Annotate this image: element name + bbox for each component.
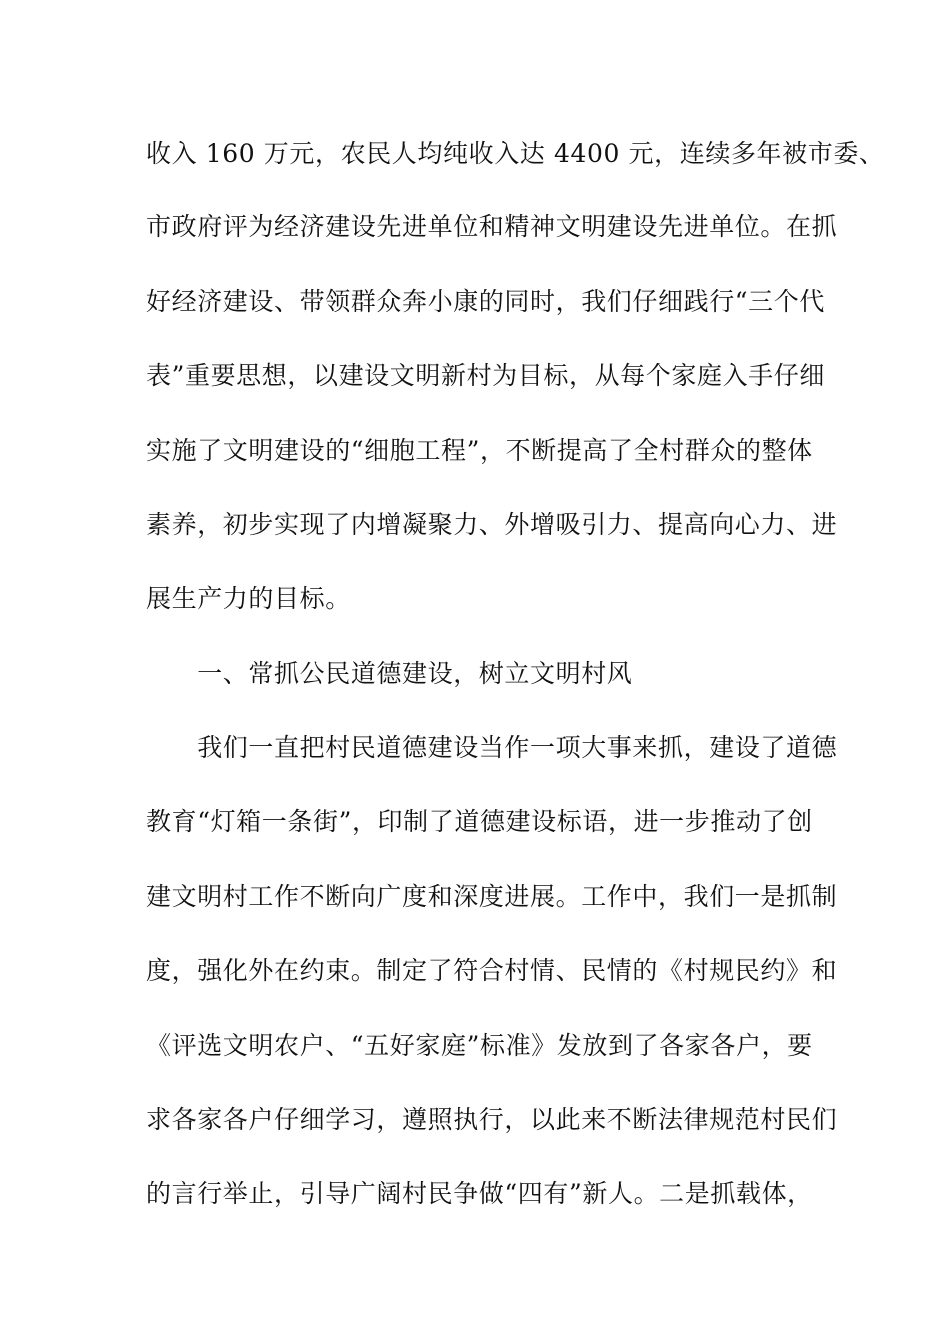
- text-line-14: 求各家各户仔细学习，遵照执行，以此来不断法律规范村民们: [146, 1105, 838, 1134]
- text-line-11: 建文明村工作不断向广度和深度进展。工作中，我们一是抓制: [146, 882, 838, 911]
- text-line-15: 的言行举止，引导广阔村民争做“四有”新人。二是抓载体，: [146, 1179, 813, 1208]
- text-line-13: 《评选文明农户、“五好家庭”标准》发放到了各家各户，要: [146, 1031, 813, 1060]
- text-line-4: 表”重要思想，以建设文明新村为目标，从每个家庭入手仔细: [146, 361, 825, 390]
- text-line-5: 实施了文明建设的“细胞工程”，不断提高了全村群众的整体: [146, 436, 813, 465]
- text-line-3: 好经济建设、带领群众奔小康的同时，我们仔细践行“三个代: [146, 287, 825, 316]
- text-line-10: 教育“灯箱一条街”，印制了道德建设标语，进一步推动了创: [146, 807, 813, 836]
- text-line-1: 收入 160 万元，农民人均纯收入达 4400 元，连续多年被市委、: [146, 139, 885, 168]
- text-line-9: 我们一直把村民道德建设当作一项大事来抓，建设了道德: [146, 733, 838, 762]
- text-line-2: 市政府评为经济建设先进单位和精神文明建设先进单位。在抓: [146, 212, 838, 241]
- section-heading: 一、常抓公民道德建设，树立文明村风: [146, 659, 633, 688]
- text-line-6: 素养，初步实现了内增凝聚力、外增吸引力、提高向心力、进: [146, 510, 838, 539]
- text-line-7: 展生产力的目标。: [146, 584, 351, 613]
- text-line-12: 度，强化外在约束。制定了符合村情、民情的《村规民约》和: [146, 956, 838, 985]
